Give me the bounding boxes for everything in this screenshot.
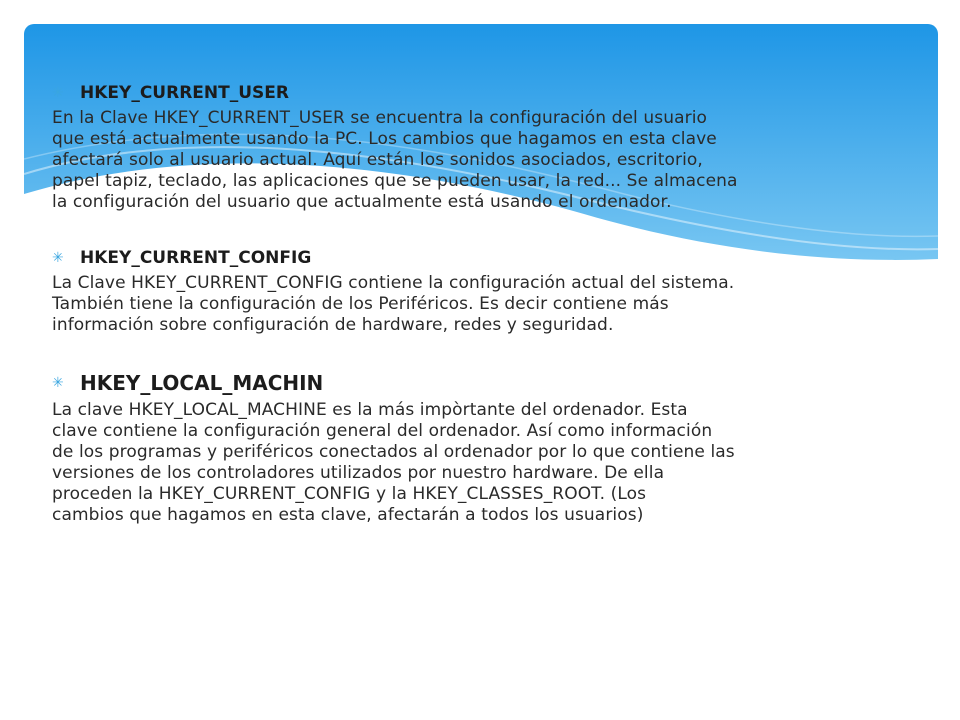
heading-text: HKEY_CURRENT_USER	[80, 83, 289, 103]
section-heading	[52, 370, 912, 396]
section-hkey-local-machin	[52, 370, 912, 526]
asterisk-bullet-icon: ✳	[52, 85, 64, 101]
asterisk-bullet-icon: ✳	[52, 250, 64, 266]
heading-text: HKEY_CURRENT_CONFIG	[80, 248, 312, 268]
heading-text: HKEY_LOCAL_MACHIN	[80, 371, 324, 395]
section-hkey-current-user	[52, 82, 912, 213]
section-body: La Clave HKEY_CURRENT_CONFIG contiene la configuración actual del sistema. También tiene la configuración de los Periféricos. Es decir contiene más información sobre configuración de hardware, redes y seguridad.	[52, 273, 735, 335]
asterisk-bullet-icon: ✳	[52, 375, 64, 391]
section-heading	[52, 247, 912, 269]
section-hkey-current-config	[52, 247, 912, 336]
section-body: En la Clave HKEY_CURRENT_USER se encuentra la configuración del usuario que está actualmente usando la PC. Los cambios que hagamos en esta clave afectará solo al usuario actual. Aquí están los sonidos asociados, escritorio, papel tapiz, teclado, las aplicaciones que se pueden usar, la red... Se almacena la configuración del usuario que actualmente está usando el ordenador.	[52, 108, 738, 212]
section-heading	[52, 82, 912, 104]
section-body: La clave HKEY_LOCAL_MACHINE es la más impòrtante del ordenador. Esta clave contiene la configuración general del ordenador. Así como información de los programas y periféricos conectados al ordenador por lo que contiene las versiones de los controladores utilizados por nuestro hardware. De ella proceden la HKEY_CURRENT_CONFIG y la HKEY_CLASSES_ROOT. (Los cambios que hagamos en esta clave, afectarán a todos los usuarios)	[52, 400, 735, 525]
slide-content	[52, 82, 912, 526]
